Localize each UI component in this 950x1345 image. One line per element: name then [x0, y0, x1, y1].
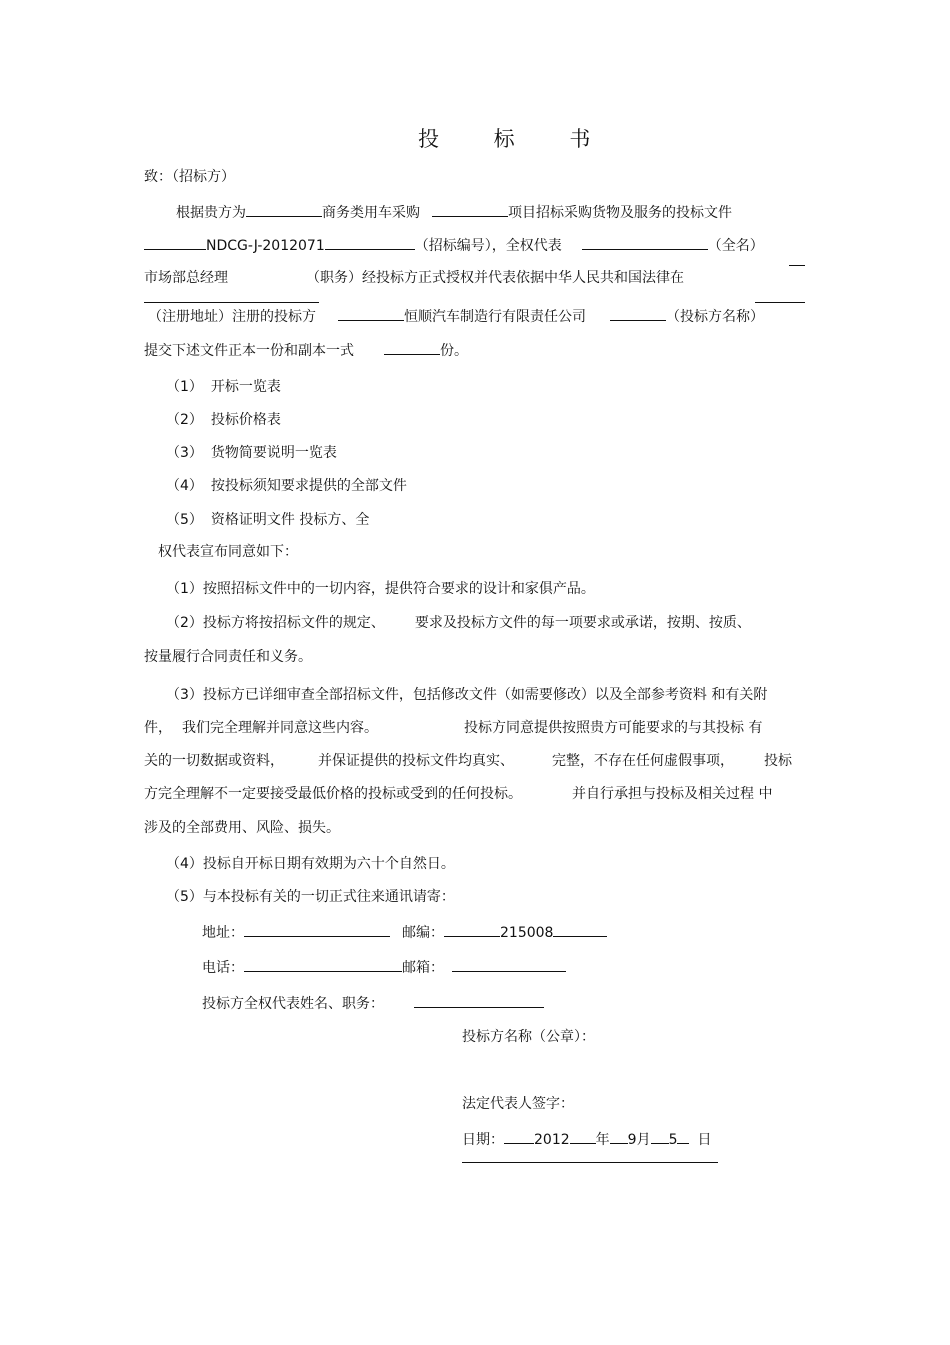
clause-3-line2 [144, 719, 762, 737]
copies-blank [384, 340, 440, 355]
para1-l: 提交下述文件正本一份和副本一式 [144, 343, 354, 359]
para1-line3 [144, 269, 684, 287]
doc-text: 按投标须知要求提供的全部文件 [210, 478, 407, 494]
blank [570, 1129, 596, 1144]
clause-1: （1）按照招标文件中的一切内容，提供符合要求的设计和家俱产品。 [166, 581, 595, 597]
doc-item-3 [166, 444, 337, 462]
rep-label: 投标方全权代表姓名、职务： [202, 996, 384, 1012]
para1-h: （职务）经投标方正式授权并代表依据中华人民共和国法律在 [306, 270, 684, 286]
clause-2-line1 [166, 614, 751, 632]
declaration-intro: 权代表宣布同意如下： [158, 544, 298, 560]
clause-2-b: 要求及投标方文件的每一项要求或承诺，按期、按质、 [414, 615, 751, 631]
clause-3-l2a: 件， [144, 720, 172, 736]
company-seal-label: 投标方名称（公章）： [462, 1029, 595, 1045]
clause-3-l3b: 并保证提供的投标文件均真实、 [318, 753, 514, 769]
blank [651, 1129, 669, 1144]
clause-3-l3d: 投标 [764, 753, 792, 769]
email-label: 邮箱： [402, 960, 444, 976]
clause-5: （5）与本投标有关的一切正式往来通讯请寄： [166, 889, 455, 905]
para1-m: 份。 [440, 343, 468, 359]
year-unit: 年 [595, 1132, 610, 1148]
doc-num: （3） [166, 445, 203, 461]
clause-4: （4）投标自开标日期有效期为六十个自然日。 [166, 856, 455, 872]
clause-3-line1: （3）投标方已详细审查全部招标文件，包括修改文件（如需要修改）以及全部参考资料 和有关附 [166, 687, 768, 703]
doc-num: （4） [166, 478, 203, 494]
rep-blank [414, 993, 544, 1008]
project-name: 商务类用车采购 [322, 205, 420, 221]
blank [325, 235, 415, 250]
postcode-label: 邮编： [402, 925, 444, 941]
doc-text: 投标价格表 [210, 412, 281, 428]
blank [582, 235, 708, 250]
blank [610, 306, 666, 321]
clause-2-a: （2）投标方将按招标文件的规定、 [166, 615, 385, 631]
legal-rep-signature-label: 法定代表人签字： [462, 1096, 574, 1112]
clause-3-l4b: 并自行承担与投标及相关过程 中 [572, 786, 773, 802]
blank [553, 922, 607, 937]
doc-text: 资格证明文件 投标方、全 [210, 512, 370, 528]
clause-3-l3a: 关的一切数据或资料， [144, 753, 284, 769]
date-row [462, 1129, 711, 1149]
address-label: 地址： [202, 925, 244, 941]
doc-num: （2） [166, 412, 203, 428]
para1-line1 [176, 202, 732, 222]
postcode-value: 215008 [500, 925, 554, 941]
doc-item-5 [166, 511, 369, 529]
doc-item-2 [166, 411, 281, 429]
signature-underline [462, 1162, 718, 1163]
para1-e: （招标编号），全权代表 [414, 238, 562, 254]
phone-label: 电话： [202, 960, 244, 976]
blank [755, 302, 805, 303]
rep-row [202, 993, 544, 1013]
blank-dash [789, 265, 805, 266]
date-month: 9 [627, 1132, 637, 1148]
clause-3-line4 [144, 785, 772, 803]
clause-3-l2c: 投标方同意提供按照贵方可能要求的与其投标 有 [464, 720, 763, 736]
blank [610, 1129, 628, 1144]
blank [246, 202, 322, 217]
day-unit: 日 [697, 1132, 712, 1148]
clause-3-line3 [144, 752, 792, 770]
para1-a: 根据贵方为 [176, 205, 246, 221]
date-year: 2012 [534, 1132, 570, 1148]
email-blank [452, 957, 566, 972]
doc-item-4 [166, 477, 407, 495]
doc-num: （1） [166, 379, 203, 395]
address-row [202, 922, 607, 942]
para1-k: （投标方名称） [666, 309, 764, 325]
tender-number: NDCG-J-2012071 [206, 238, 325, 254]
para1-line5 [144, 340, 468, 360]
para1-line4 [148, 306, 764, 326]
para1-c: 项目招标采购货物及服务的投标文件 [508, 205, 732, 221]
month-unit: 月 [636, 1132, 651, 1148]
para1-i: （注册地址）注册的投标方 [148, 309, 316, 325]
page-title: 投 标 书 [418, 127, 615, 151]
clause-3-l3c: 完整，不存在任何虚假事项， [552, 753, 734, 769]
doc-text: 开标一览表 [210, 379, 281, 395]
bidder-name: 恒顺汽车制造行有限责任公司 [404, 309, 586, 325]
clause-3-l2b: 我们完全理解并同意这些内容。 [182, 720, 378, 736]
doc-item-1 [166, 378, 281, 396]
address-blank [244, 922, 390, 937]
phone-blank [244, 957, 402, 972]
date-day: 5 [668, 1132, 678, 1148]
recipient-line: 致：（招标方） [144, 169, 235, 185]
blank [677, 1129, 689, 1144]
clause-3-l4a: 方完全理解不一定要接受最低价格的投标或受到的任何投标。 [144, 786, 522, 802]
address-blank [144, 302, 319, 303]
clause-2-line2: 按量履行合同责任和义务。 [144, 649, 312, 665]
clause-3-line5: 涉及的全部费用、风险、损失。 [144, 820, 340, 836]
blank [444, 922, 500, 937]
para1-f: （全名） [707, 238, 764, 254]
doc-text: 货物简要说明一览表 [210, 445, 337, 461]
para1-line2 [144, 235, 764, 255]
representative-title: 市场部总经理 [144, 270, 228, 286]
blank [432, 202, 508, 217]
blank [504, 1129, 534, 1144]
date-label: 日期： [462, 1132, 504, 1148]
blank [144, 235, 206, 250]
phone-row [202, 957, 566, 977]
doc-num: （5） [166, 512, 203, 528]
blank [338, 306, 404, 321]
